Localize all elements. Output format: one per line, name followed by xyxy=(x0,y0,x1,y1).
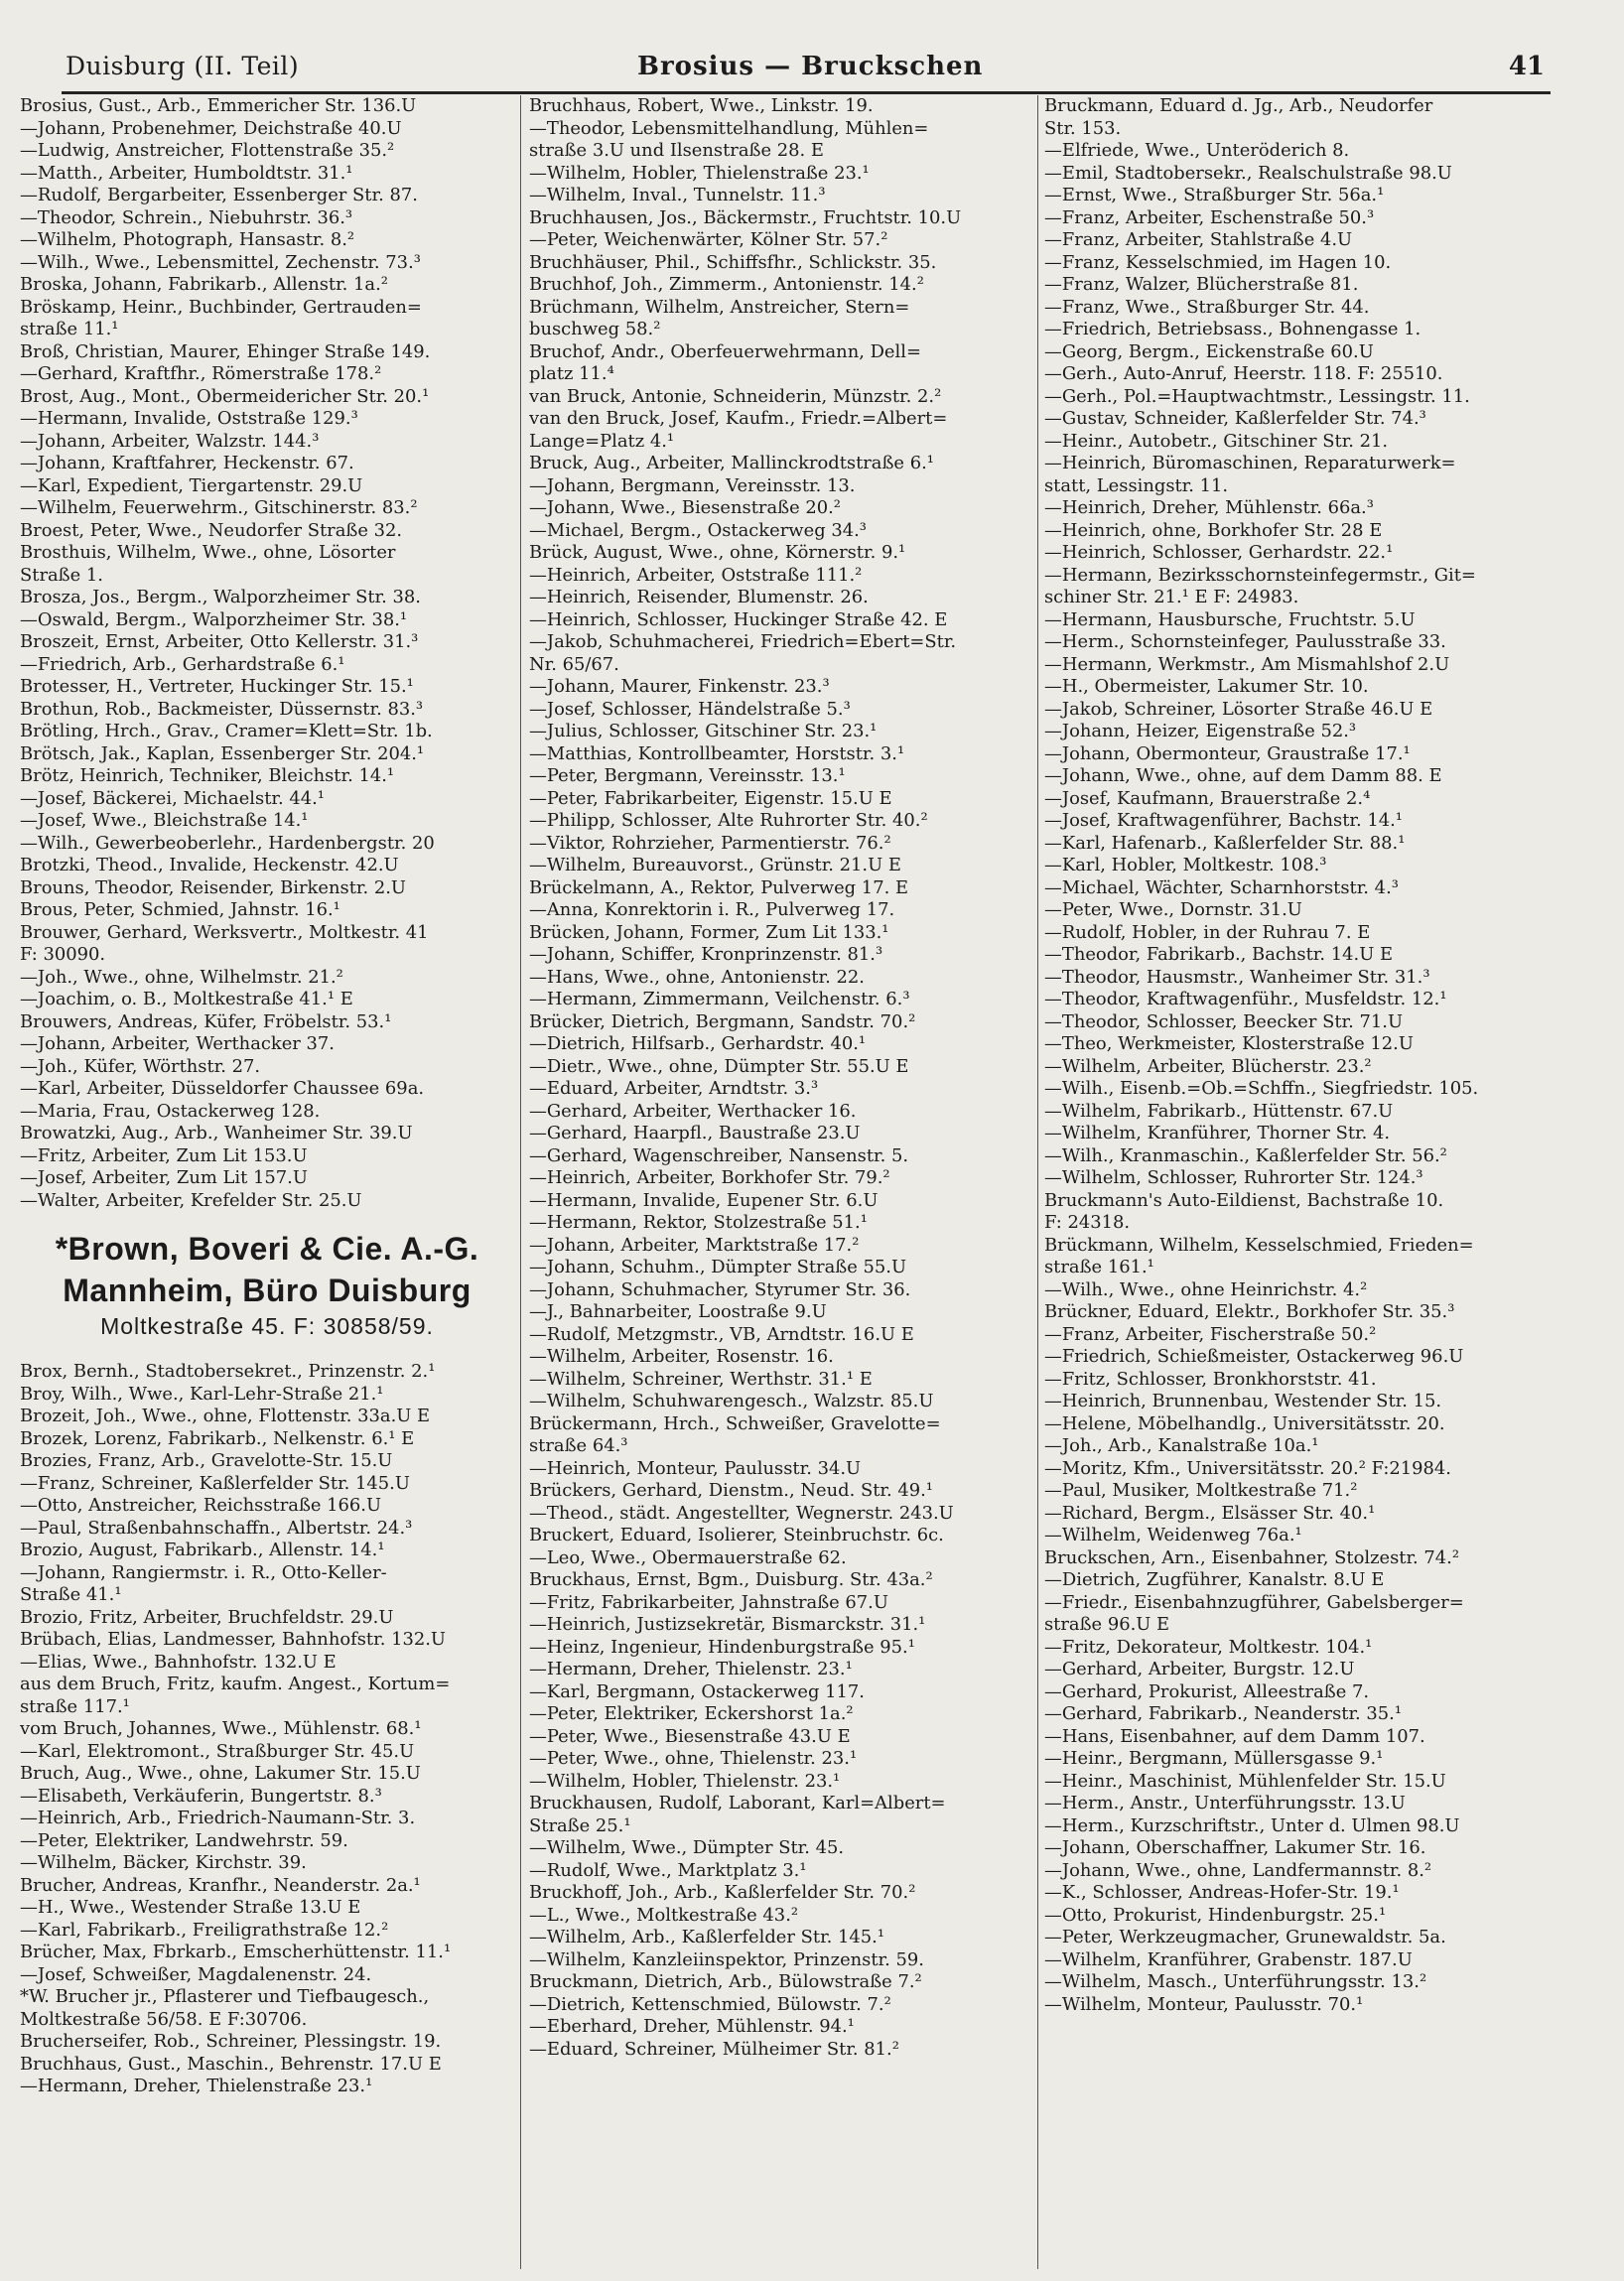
directory-entry: —Franz, Arbeiter, Eschenstraße 50.³ xyxy=(1044,206,1375,228)
directory-entry: —Johann, Wwe., Biesenstraße 20.² xyxy=(529,497,841,518)
directory-entry: —K., Schlosser, Andreas-Hofer-Str. 19.¹ xyxy=(1044,1882,1400,1903)
directory-entry: —Rudolf, Metzgmstr., VB, Arndtstr. 16.U E xyxy=(529,1323,914,1345)
directory-entry: Straße 1. xyxy=(20,564,103,586)
directory-entry: —Wilhelm, Fabrikarb., Hüttenstr. 67.U xyxy=(1044,1100,1394,1122)
directory-entry: —Franz, Kesselschmied, im Hagen 10. xyxy=(1044,251,1392,273)
directory-entry: —Michael, Bergm., Ostackerweg 34.³ xyxy=(529,519,867,541)
directory-entry: Brous, Peter, Schmied, Jahnstr. 16.¹ xyxy=(20,899,340,920)
directory-entry: Brückermann, Hrch., Schweißer, Gravelotte= xyxy=(529,1412,941,1434)
directory-entry: Str. 153. xyxy=(1044,117,1122,139)
directory-entry: Nr. 65/67. xyxy=(529,653,619,675)
directory-entry: —Hermann, Bezirksschornsteinfegermstr., Git= xyxy=(1044,564,1476,586)
directory-entry: —Otto, Anstreicher, Reichsstraße 166.U xyxy=(20,1495,382,1516)
directory-entry: —Georg, Bergm., Eickenstraße 60.U xyxy=(1044,340,1374,362)
directory-entry: —Karl, Elektromont., Straßburger Str. 45.U xyxy=(20,1740,415,1762)
directory-entry: —Peter, Wwe., Biesenstraße 43.U E xyxy=(529,1725,851,1747)
directory-entry: Bruckhaus, Ernst, Bgm., Duisburg. Str. 43a.² xyxy=(529,1569,933,1590)
directory-entry: F: 24318. xyxy=(1044,1212,1131,1233)
directory-entry: —Gerhard, Kraftfhr., Römerstraße 178.² xyxy=(20,363,382,384)
directory-entry: —Elfriede, Wwe., Unteröderich 8. xyxy=(1044,140,1350,161)
directory-entry: Brox, Bernh., Stadtobersekret., Prinzenstr. 2.¹ xyxy=(20,1361,436,1382)
directory-entry: —Johann, Oberschaffner, Lakumer Str. 16. xyxy=(1044,1837,1426,1858)
directory-entry: —Philipp, Schlosser, Alte Ruhrorter Str. 40.² xyxy=(529,810,928,831)
directory-entry: —Karl, Arbeiter, Düsseldorfer Chaussee 69a. xyxy=(20,1078,425,1099)
directory-entry: —Eberhard, Dreher, Mühlenstr. 94.¹ xyxy=(529,2016,855,2037)
directory-entry: —Josef, Schweißer, Magdalenenstr. 24. xyxy=(20,1963,372,1985)
column-divider xyxy=(1037,95,1038,2269)
directory-entry: Bruch, Aug., Wwe., ohne, Lakumer Str. 15.U xyxy=(20,1763,421,1784)
directory-entry: —Heinrich, Arbeiter, Borkhofer Str. 79.² xyxy=(529,1167,890,1188)
directory-entry: —Hermann, Werkmstr., Am Mismahlshof 2.U xyxy=(1044,653,1450,675)
directory-entry: —Gerh., Auto-Anruf, Heerstr. 118. F: 25510. xyxy=(1044,363,1443,384)
directory-entry: —Elias, Wwe., Bahnhofstr. 132.U E xyxy=(20,1651,337,1673)
directory-entry: Bruck, Aug., Arbeiter, Mallinckrodtstraße 6.¹ xyxy=(529,453,934,473)
directory-entry: F: 30090. xyxy=(20,944,106,965)
column-divider xyxy=(520,95,521,2269)
directory-entry: —Hermann, Hausbursche, Fruchtstr. 5.U xyxy=(1044,608,1416,630)
directory-entry: —Wilhelm, Feuerwehrm., Gitschinerstr. 83.² xyxy=(20,497,418,518)
directory-entry: —Wilhelm, Masch., Unterführungsstr. 13.² xyxy=(1044,1971,1427,1992)
header-city: Duisburg (II. Teil) xyxy=(66,52,300,80)
directory-entry: —Eduard, Schreiner, Mülheimer Str. 81.² xyxy=(529,2038,899,2060)
directory-entry: —Wilhelm, Kranführer, Thorner Str. 4. xyxy=(1044,1123,1391,1143)
directory-entry: —Johann, Obermonteur, Graustraße 17.¹ xyxy=(1044,742,1411,764)
directory-entry: Broska, Johann, Fabrikarb., Allenstr. 1a.² xyxy=(20,274,388,295)
directory-entry: —Jakob, Schreiner, Lösorter Straße 46.U E xyxy=(1044,698,1433,720)
directory-entry: —Heinrich, Reisender, Blumenstr. 26. xyxy=(529,587,869,607)
directory-entry: —Emil, Stadtobersekr., Realschulstraße 98.U xyxy=(1044,162,1452,184)
directory-entry: —Hermann, Rektor, Stolzestraße 51.¹ xyxy=(529,1212,868,1233)
directory-entry: —H., Wwe., Westender Straße 13.U E xyxy=(20,1897,361,1918)
directory-entry: —H., Obermeister, Lakumer Str. 10. xyxy=(1044,676,1369,697)
directory-entry: —Johann, Schiffer, Kronprinzenstr. 81.³ xyxy=(529,944,883,965)
directory-entry: —Josef, Schlosser, Händelstraße 5.³ xyxy=(529,698,851,720)
page-header xyxy=(62,46,1551,94)
header-range: Brosius — Bruckschen xyxy=(637,52,984,81)
directory-entry: —Johann, Schuhm., Dümpter Straße 55.U xyxy=(529,1257,907,1277)
column-3 xyxy=(1044,95,1555,2016)
directory-entry: —Wilhelm, Schuhwarengesch., Walzstr. 85.U xyxy=(529,1391,934,1411)
directory-entry: —Wilhelm, Arbeiter, Rosenstr. 16. xyxy=(529,1346,834,1367)
directory-entry: —Gerh., Pol.=Hauptwachtmstr., Lessingstr. 11. xyxy=(1044,385,1470,407)
directory-entry: Straße 25.¹ xyxy=(529,1814,631,1836)
directory-entry: Brücken, Johann, Former, Zum Lit 133.¹ xyxy=(529,921,889,943)
directory-entry: —Peter, Wwe., Dornstr. 31.U xyxy=(1044,899,1302,920)
directory-entry: Broszeit, Ernst, Arbeiter, Otto Kellerstr. 31.³ xyxy=(20,631,419,652)
directory-entry: van den Bruck, Josef, Kaufm., Friedr.=Albert= xyxy=(529,408,948,429)
directory-entry: —Karl, Hafenarb., Kaßlerfelder Str. 88.¹ xyxy=(1044,832,1406,854)
directory-entry: —Wilhelm, Bureauvorst., Grünstr. 21.U E xyxy=(529,855,901,875)
directory-entry: straße 117.¹ xyxy=(20,1695,130,1717)
directory-entry: —Dietrich, Kettenschmied, Bülowstr. 7.² xyxy=(529,1993,891,2015)
directory-entry: —Heinrich, Schlosser, Huckinger Straße 42. E xyxy=(529,608,948,630)
directory-entry: —Dietrich, Zugführer, Kanalstr. 8.U E xyxy=(1044,1569,1385,1590)
directory-entry: —Fritz, Arbeiter, Zum Lit 153.U xyxy=(20,1144,308,1166)
directory-entry: —Heinrich, Justizsekretär, Bismarckstr. 31.¹ xyxy=(529,1614,926,1635)
directory-entry: —Gerhard, Prokurist, Alleestraße 7. xyxy=(1044,1680,1370,1702)
directory-entry: —Friedrich, Arb., Gerhardstraße 6.¹ xyxy=(20,653,345,675)
directory-entry: Brozek, Lorenz, Fabrikarb., Nelkenstr. 6.¹ E xyxy=(20,1427,415,1449)
directory-entry: —Paul, Musiker, Moltkestraße 71.² xyxy=(1044,1480,1358,1501)
directory-entry: —Gustav, Schneider, Kaßlerfelder Str. 74.³ xyxy=(1044,408,1426,429)
directory-entry: —Wilhelm, Schreiner, Werthstr. 31.¹ E xyxy=(529,1368,873,1390)
directory-entry: —Josef, Kraftwagenführer, Bachstr. 14.¹ xyxy=(1044,810,1403,831)
directory-entry: Brücker, Dietrich, Bergmann, Sandstr. 70.² xyxy=(529,1010,916,1032)
directory-entry: —Wilh., Eisenb.=Ob.=Schffn., Siegfriedstr. 105. xyxy=(1044,1078,1479,1099)
directory-entry: —Wilhelm, Wwe., Dümpter Str. 45. xyxy=(529,1837,845,1858)
directory-entry: Bruckhoff, Joh., Arb., Kaßlerfelder Str. 70.² xyxy=(529,1882,916,1903)
column-2 xyxy=(529,95,1032,2061)
directory-entry: —Heinrich, Monteur, Paulusstr. 34.U xyxy=(529,1457,862,1479)
directory-entry: —Herm., Kurzschriftstr., Unter d. Ulmen 98.U xyxy=(1044,1814,1460,1836)
directory-entry: —Johann, Bergmann, Vereinsstr. 13. xyxy=(529,474,856,496)
directory-entry: —Theodor, Schrein., Niebuhrstr. 36.³ xyxy=(20,206,353,228)
directory-entry: —Johann, Heizer, Eigenstraße 52.³ xyxy=(1044,721,1357,741)
directory-entry: —Johann, Arbeiter, Walzstr. 144.³ xyxy=(20,430,320,452)
directory-entry: —Heinr., Autobetr., Gitschiner Str. 21. xyxy=(1044,430,1389,452)
directory-entry: vom Bruch, Johannes, Wwe., Mühlenstr. 68.¹ xyxy=(20,1718,422,1739)
directory-entry: —Wilh., Kranmaschin., Kaßlerfelder Str. 56.² xyxy=(1044,1144,1447,1166)
directory-entry: straße 161.¹ xyxy=(1044,1257,1154,1277)
directory-entry: Brück, August, Wwe., ohne, Körnerstr. 9.¹ xyxy=(529,542,906,563)
directory-entry: —Otto, Prokurist, Hindenburgstr. 25.¹ xyxy=(1044,1904,1387,1926)
directory-entry: —Michael, Wächter, Scharnhorststr. 4.³ xyxy=(1044,876,1399,898)
directory-entry: —Josef, Kaufmann, Brauerstraße 2.⁴ xyxy=(1044,787,1371,809)
directory-entry: —Heinrich, Büromaschinen, Reparaturwerk= xyxy=(1044,453,1456,473)
directory-entry: aus dem Bruch, Fritz, kaufm. Angest., Kortum= xyxy=(20,1674,451,1694)
directory-entry: Broß, Christian, Maurer, Ehinger Straße 149. xyxy=(20,340,431,362)
directory-entry: —Wilhelm, Weidenweg 76a.¹ xyxy=(1044,1525,1302,1545)
directory-entry: —Karl, Fabrikarb., Freiligrathstraße 12.² xyxy=(20,1919,389,1941)
directory-entry: —Heinrich, Dreher, Mühlenstr. 66a.³ xyxy=(1044,497,1374,518)
directory-entry: buschweg 58.² xyxy=(529,319,661,339)
directory-entry: —Joh., Küfer, Wörthstr. 27. xyxy=(20,1055,261,1077)
directory-entry: —L., Wwe., Moltkestraße 43.² xyxy=(529,1904,799,1926)
directory-entry: —Fritz, Dekorateur, Moltkestr. 104.¹ xyxy=(1044,1636,1373,1658)
directory-entry: —Wilhelm, Photograph, Hansastr. 8.² xyxy=(20,229,355,250)
directory-entry: Brötsch, Jak., Kaplan, Essenberger Str. 204.¹ xyxy=(20,742,425,764)
directory-entry: Bröskamp, Heinr., Buchbinder, Gertrauden= xyxy=(20,296,422,318)
directory-entry: —Hermann, Invalide, Eupener Str. 6.U xyxy=(529,1189,879,1211)
directory-entry: —Gerhard, Arbeiter, Werthacker 16. xyxy=(529,1100,857,1122)
directory-entry: Straße 41.¹ xyxy=(20,1584,122,1605)
directory-entry: —Rudolf, Wwe., Marktplatz 3.¹ xyxy=(529,1859,807,1881)
directory-entry: Brost, Aug., Mont., Obermeidericher Str. 20.¹ xyxy=(20,385,430,407)
directory-entry: —Joh., Arb., Kanalstraße 10a.¹ xyxy=(1044,1435,1319,1456)
directory-entry: —Friedr., Eisenbahnzugführer, Gabelsberger= xyxy=(1044,1591,1464,1613)
directory-entry: Brückelmann, A., Rektor, Pulverweg 17. E xyxy=(529,876,909,898)
directory-entry: Brouns, Theodor, Reisender, Birkenstr. 2.U xyxy=(20,876,406,898)
directory-entry: —Wilhelm, Kanzleiinspektor, Prinzenstr. 59. xyxy=(529,1948,924,1970)
directory-entry: —Paul, Straßenbahnschaffn., Albertstr. 24.³ xyxy=(20,1517,413,1539)
directory-entry: Bruchof, Andr., Oberfeuerwehrmann, Dell= xyxy=(529,340,921,362)
directory-entry: —Helene, Möbelhandlg., Universitätsstr. 20. xyxy=(1044,1412,1445,1434)
directory-entry: Bruchhof, Joh., Zimmerm., Antonienstr. 14.² xyxy=(529,274,924,295)
directory-entry: —Theodor, Schlosser, Beecker Str. 71.U xyxy=(1044,1010,1404,1032)
advertisement-brown-boveri xyxy=(20,1228,514,1341)
directory-entry: —Hans, Eisenbahner, auf dem Damm 107. xyxy=(1044,1725,1425,1747)
directory-entry: —Johann, Wwe., ohne, Landfermannstr. 8.² xyxy=(1044,1859,1432,1881)
directory-entry: *W. Brucher jr., Pflasterer und Tiefbaugesch., xyxy=(20,1986,430,2007)
directory-entry: Brosza, Jos., Bergm., Walporzheimer Str. 38. xyxy=(20,587,421,607)
directory-entry: —Friedrich, Betriebsass., Bohnengasse 1. xyxy=(1044,319,1421,339)
directory-entry: straße 11.¹ xyxy=(20,319,119,339)
directory-entry: —Hermann, Dreher, Thielenstr. 23.¹ xyxy=(529,1659,853,1679)
directory-entry: Brückers, Gerhard, Dienstm., Neud. Str. 49.¹ xyxy=(529,1480,933,1501)
directory-entry: —Ludwig, Anstreicher, Flottenstraße 35.² xyxy=(20,140,395,161)
directory-entry: Brübach, Elias, Landmesser, Bahnhofstr. 132.U xyxy=(20,1629,446,1650)
directory-entry: —J., Bahnarbeiter, Loostraße 9.U xyxy=(529,1301,827,1322)
directory-entry: schiner Str. 21.¹ E F: 24983. xyxy=(1044,587,1299,607)
directory-entry: —Wilhelm, Monteur, Paulusstr. 70.¹ xyxy=(1044,1993,1364,2015)
directory-entry: —Johann, Arbeiter, Marktstraße 17.² xyxy=(529,1234,860,1256)
directory-entry: platz 11.⁴ xyxy=(529,363,614,384)
directory-entry: —Johann, Schuhmacher, Styrumer Str. 36. xyxy=(529,1278,911,1300)
page-number: 41 xyxy=(1508,52,1545,81)
directory-entry: Brückmann, Wilhelm, Kesselschmied, Frieden= xyxy=(1044,1234,1474,1256)
directory-entry: Moltkestraße 56/58. E F:30706. xyxy=(20,2008,308,2030)
directory-entry: —Wilh., Wwe., ohne Heinrichstr. 4.² xyxy=(1044,1278,1368,1300)
directory-entry: —Heinrich, Brunnenbau, Westender Str. 15. xyxy=(1044,1391,1442,1411)
directory-entry: —Wilhelm, Bäcker, Kirchstr. 39. xyxy=(20,1852,307,1873)
directory-entry: —Hermann, Dreher, Thielenstraße 23.¹ xyxy=(20,2076,373,2096)
directory-entry: —Josef, Bäckerei, Michaelstr. 44.¹ xyxy=(20,787,325,809)
directory-entry: —Josef, Arbeiter, Zum Lit 157.U xyxy=(20,1167,308,1188)
directory-entry: —Heinr., Maschinist, Mühlenfelder Str. 15.U xyxy=(1044,1770,1446,1792)
directory-entry: —Heinrich, ohne, Borkhofer Str. 28 E xyxy=(1044,519,1383,541)
directory-entry: —Franz, Schreiner, Kaßlerfelder Str. 145.U xyxy=(20,1472,410,1494)
directory-entry: —Wilhelm, Arbeiter, Blücherstr. 23.² xyxy=(1044,1055,1372,1077)
directory-entry: —Johann, Maurer, Finkenstr. 23.³ xyxy=(529,676,830,697)
directory-entry: —Viktor, Rohrzieher, Parmentierstr. 76.² xyxy=(529,832,891,854)
directory-entry: Bruchhausen, Jos., Bäckermstr., Fruchtstr. 10.U xyxy=(529,206,962,228)
directory-entry: —Karl, Expedient, Tiergartenstr. 29.U xyxy=(20,474,363,496)
directory-entry: —Leo, Wwe., Obermauerstraße 62. xyxy=(529,1546,847,1568)
directory-entry: —Theodor, Fabrikarb., Bachstr. 14.U E xyxy=(1044,944,1394,965)
directory-entry: —Karl, Bergmann, Ostackerweg 117. xyxy=(529,1680,865,1702)
directory-entry: —Oswald, Bergm., Walporzheimer Str. 38.¹ xyxy=(20,608,408,630)
directory-entry: Bruckmann, Dietrich, Arb., Bülowstraße 7.² xyxy=(529,1971,922,1992)
directory-entry: Brozio, August, Fabrikarb., Allenstr. 14.¹ xyxy=(20,1540,385,1560)
directory-entry: —Franz, Walzer, Blücherstraße 81. xyxy=(1044,274,1359,295)
directory-entry: —Herm., Anstr., Unterführungsstr. 13.U xyxy=(1044,1793,1406,1813)
directory-entry: Brüchmann, Wilhelm, Anstreicher, Stern= xyxy=(529,296,910,318)
directory-entry: straße 64.³ xyxy=(529,1435,628,1456)
directory-entry: Brucher, Andreas, Kranfhr., Neanderstr. 2a.¹ xyxy=(20,1874,421,1896)
directory-entry: Brosius, Gust., Arb., Emmericher Str. 136.U xyxy=(20,95,417,116)
directory-entry: Bruchhäuser, Phil., Schiffsfhr., Schlickstr. 35. xyxy=(529,251,937,273)
directory-entry: —Rudolf, Hobler, in der Ruhrau 7. E xyxy=(1044,921,1371,943)
directory-entry: —Gerhard, Haarpfl., Baustraße 23.U xyxy=(529,1123,861,1143)
directory-entry: Browatzki, Aug., Arb., Wanheimer Str. 39.U xyxy=(20,1123,413,1143)
directory-entry: —Heinrich, Arb., Friedrich-Naumann-Str. 3. xyxy=(20,1808,416,1828)
directory-entry: Brückner, Eduard, Elektr., Borkhofer Str. 35.³ xyxy=(1044,1301,1455,1322)
directory-entry: —Joachim, o. B., Moltkestraße 41.¹ E xyxy=(20,989,353,1009)
directory-entry: —Wilhelm, Arb., Kaßlerfelder Str. 145.¹ xyxy=(529,1927,885,1947)
directory-entry: Bruckhausen, Rudolf, Laborant, Karl=Albert= xyxy=(529,1793,946,1813)
directory-entry: —Hermann, Invalide, Oststraße 129.³ xyxy=(20,408,358,429)
directory-entry: Brozeit, Joh., Wwe., ohne, Flottenstr. 33a.U E xyxy=(20,1406,431,1426)
directory-entry: Lange=Platz 4.¹ xyxy=(529,430,675,452)
directory-entry: —Heinr., Bergmann, Müllersgasse 9.¹ xyxy=(1044,1748,1384,1769)
directory-entry: —Gerhard, Arbeiter, Burgstr. 12.U xyxy=(1044,1659,1355,1679)
directory-entry: —Peter, Werkzeugmacher, Grunewaldstr. 5a. xyxy=(1044,1927,1446,1947)
directory-entry: —Wilh., Gewerbeoberlehr., Hardenbergstr. 20 xyxy=(20,832,435,854)
directory-entry: Bruchhaus, Robert, Wwe., Linkstr. 19. xyxy=(529,95,874,116)
directory-entry: straße 96.U E xyxy=(1044,1614,1170,1635)
directory-entry: —Johann, Rangiermstr. i. R., Otto-Keller- xyxy=(20,1561,387,1583)
directory-entry: —Peter, Weichenwärter, Kölner Str. 57.² xyxy=(529,229,888,250)
directory-entry: —Dietrich, Hilfsarb., Gerhardstr. 40.¹ xyxy=(529,1033,867,1054)
directory-entry: —Peter, Elektriker, Eckershorst 1a.² xyxy=(529,1703,854,1724)
directory-entry: —Wilh., Wwe., Lebensmittel, Zechenstr. 73.³ xyxy=(20,251,421,273)
ad-address-line: Moltkestraße 45. F: 30858/59. xyxy=(100,1313,434,1339)
directory-entry: Brucherseifer, Rob., Schreiner, Plessingstr. 19. xyxy=(20,2031,442,2052)
ad-office-line: Mannheim, Büro Duisburg xyxy=(63,1273,472,1308)
directory-entry: —Peter, Bergmann, Vereinsstr. 13.¹ xyxy=(529,765,846,786)
directory-entry: Brozio, Fritz, Arbeiter, Bruchfeldstr. 29.U xyxy=(20,1606,394,1628)
directory-entry: statt, Lessingstr. 11. xyxy=(1044,474,1229,496)
ad-company-line: *Brown, Boveri & Cie. A.-G. xyxy=(55,1231,479,1267)
directory-entry: —Theodor, Lebensmittelhandlung, Mühlen= xyxy=(529,117,929,139)
directory-entry: —Maria, Frau, Ostackerweg 128. xyxy=(20,1100,321,1122)
directory-entry: Brotzki, Theod., Invalide, Heckenstr. 42.U xyxy=(20,855,399,875)
directory-entry: Broy, Wilh., Wwe., Karl-Lehr-Straße 21.¹ xyxy=(20,1383,384,1405)
directory-entry: —Johann, Probenehmer, Deichstraße 40.U xyxy=(20,117,402,139)
directory-entry: —Hermann, Zimmermann, Veilchenstr. 6.³ xyxy=(529,989,910,1009)
directory-entry: van Bruck, Antonie, Schneiderin, Münzstr. 2.² xyxy=(529,385,942,407)
directory-entry: —Eduard, Arbeiter, Arndtstr. 3.³ xyxy=(529,1078,819,1099)
directory-entry: —Peter, Elektriker, Landwehrstr. 59. xyxy=(20,1829,348,1851)
directory-entry: —Rudolf, Bergarbeiter, Essenberger Str. 87. xyxy=(20,185,418,205)
directory-entry: —Gerhard, Fabrikarb., Neanderstr. 35.¹ xyxy=(1044,1703,1403,1724)
directory-entry: Brücher, Max, Fbrkarb., Emscherhüttenstr. 11.¹ xyxy=(20,1942,452,1962)
directory-entry: —Johann, Arbeiter, Werthacker 37. xyxy=(20,1033,335,1054)
directory-entry: Brötling, Hrch., Grav., Cramer=Klett=Str. 1b. xyxy=(20,721,433,741)
directory-entry: —Friedrich, Schießmeister, Ostackerweg 96.U xyxy=(1044,1346,1464,1367)
directory-entry: Brötz, Heinrich, Techniker, Bleichstr. 14.¹ xyxy=(20,765,395,786)
directory-entry: —Matthias, Kontrollbeamter, Horststr. 3.¹ xyxy=(529,742,905,764)
directory-entry: —Wilhelm, Inval., Tunnelstr. 11.³ xyxy=(529,185,826,205)
directory-entry: —Julius, Schlosser, Gitschiner Str. 23.¹ xyxy=(529,721,878,741)
directory-entry: —Walter, Arbeiter, Krefelder Str. 25.U xyxy=(20,1189,362,1211)
directory-entry: —Theod., städt. Angestellter, Wegnerstr. 243.U xyxy=(529,1502,954,1524)
column-1-entries-bottom xyxy=(20,1361,514,2098)
directory-entry: straße 3.U und Ilsenstraße 28. E xyxy=(529,140,824,161)
directory-entry: —Theodor, Kraftwagenführ., Musfeldstr. 12.¹ xyxy=(1044,989,1447,1009)
directory-entry: Brothun, Rob., Backmeister, Düssernstr. 83.³ xyxy=(20,698,424,720)
directory-entry: —Heinrich, Schlosser, Gerhardstr. 22.¹ xyxy=(1044,542,1394,563)
directory-entry: —Wilhelm, Kranführer, Grabenstr. 187.U xyxy=(1044,1948,1413,1970)
directory-entry: —Peter, Wwe., ohne, Thielenstr. 23.¹ xyxy=(529,1748,858,1769)
directory-entry: —Wilhelm, Hobler, Thielenstraße 23.¹ xyxy=(529,162,870,184)
directory-entry: —Richard, Bergm., Elsässer Str. 40.¹ xyxy=(1044,1502,1376,1524)
directory-entry: Brotesser, H., Vertreter, Huckinger Str. 15.¹ xyxy=(20,676,414,697)
directory-entry: —Franz, Wwe., Straßburger Str. 44. xyxy=(1044,296,1370,318)
directory-entry: —Franz, Arbeiter, Fischerstraße 50.² xyxy=(1044,1323,1377,1345)
directory-entry: —Moritz, Kfm., Universitätsstr. 20.² F:21984. xyxy=(1044,1457,1451,1479)
directory-entry: —Gerhard, Wagenschreiber, Nansenstr. 5. xyxy=(529,1144,909,1166)
directory-entry: —Heinz, Ingenieur, Hindenburgstraße 95.¹ xyxy=(529,1636,915,1658)
directory-entry: —Dietr., Wwe., ohne, Dümpter Str. 55.U E xyxy=(529,1055,909,1077)
column-1 xyxy=(20,95,514,2098)
directory-entry: Bruckschen, Arn., Eisenbahner, Stolzestr. 74.² xyxy=(1044,1546,1460,1568)
directory-entry: Bruchhaus, Gust., Maschin., Behrenstr. 17.U E xyxy=(20,2053,442,2075)
directory-entry: —Wilhelm, Hobler, Thielenstr. 23.¹ xyxy=(529,1770,841,1792)
directory-entry: —Ernst, Wwe., Straßburger Str. 56a.¹ xyxy=(1044,185,1385,205)
directory-entry: —Matth., Arbeiter, Humboldtstr. 31.¹ xyxy=(20,162,353,184)
directory-entry: —Elisabeth, Verkäuferin, Bungertstr. 8.³ xyxy=(20,1785,382,1807)
directory-entry: —Herm., Schornsteinfeger, Paulusstraße 33. xyxy=(1044,631,1446,652)
directory-entry: Broest, Peter, Wwe., Neudorfer Straße 32. xyxy=(20,519,403,541)
directory-entry: —Anna, Konrektorin i. R., Pulverweg 17. xyxy=(529,899,895,920)
directory-entry: —Josef, Wwe., Bleichstraße 14.¹ xyxy=(20,810,309,831)
directory-entry: Bruckmann, Eduard d. Jg., Arb., Neudorfer xyxy=(1044,95,1433,116)
directory-entry: —Fritz, Fabrikarbeiter, Jahnstraße 67.U xyxy=(529,1591,888,1613)
directory-entry: —Theodor, Hausmstr., Wanheimer Str. 31.³ xyxy=(1044,966,1430,988)
directory-entry: Brouwer, Gerhard, Werksvertr., Moltkestr. 41 xyxy=(20,921,429,943)
directory-entry: Bruckert, Eduard, Isolierer, Steinbruchstr. 6c. xyxy=(529,1525,944,1545)
directory-entry: —Johann, Wwe., ohne, auf dem Damm 88. E xyxy=(1044,765,1442,786)
directory-entry: —Wilhelm, Schlosser, Ruhrorter Str. 124.³ xyxy=(1044,1167,1423,1188)
directory-entry: —Franz, Arbeiter, Stahlstraße 4.U xyxy=(1044,229,1353,250)
directory-entry: —Fritz, Schlosser, Bronkhorststr. 41. xyxy=(1044,1368,1377,1390)
directory-entry: Brouwers, Andreas, Küfer, Fröbelstr. 53.¹ xyxy=(20,1010,392,1032)
directory-entry: —Theo, Werkmeister, Klosterstraße 12.U xyxy=(1044,1033,1414,1054)
directory-entry: Bruckmann's Auto-Eildienst, Bachstraße 10. xyxy=(1044,1189,1444,1211)
directory-entry: Brozies, Franz, Arb., Gravelotte-Str. 15.U xyxy=(20,1450,393,1471)
column-1-entries-top xyxy=(20,95,514,1212)
directory-entry: —Johann, Kraftfahrer, Heckenstr. 67. xyxy=(20,453,354,473)
directory-entry: —Karl, Hobler, Moltkestr. 108.³ xyxy=(1044,855,1327,875)
directory-entry: —Jakob, Schuhmacherei, Friedrich=Ebert=Str. xyxy=(529,631,957,652)
directory-entry: —Peter, Fabrikarbeiter, Eigenstr. 15.U E xyxy=(529,787,892,809)
directory-entry: Brosthuis, Wilhelm, Wwe., ohne, Lösorter xyxy=(20,542,396,563)
directory-entry: —Hans, Wwe., ohne, Antonienstr. 22. xyxy=(529,966,865,988)
directory-entry: —Heinrich, Arbeiter, Oststraße 111.² xyxy=(529,564,863,586)
directory-entry: —Joh., Wwe., ohne, Wilhelmstr. 21.² xyxy=(20,966,343,988)
